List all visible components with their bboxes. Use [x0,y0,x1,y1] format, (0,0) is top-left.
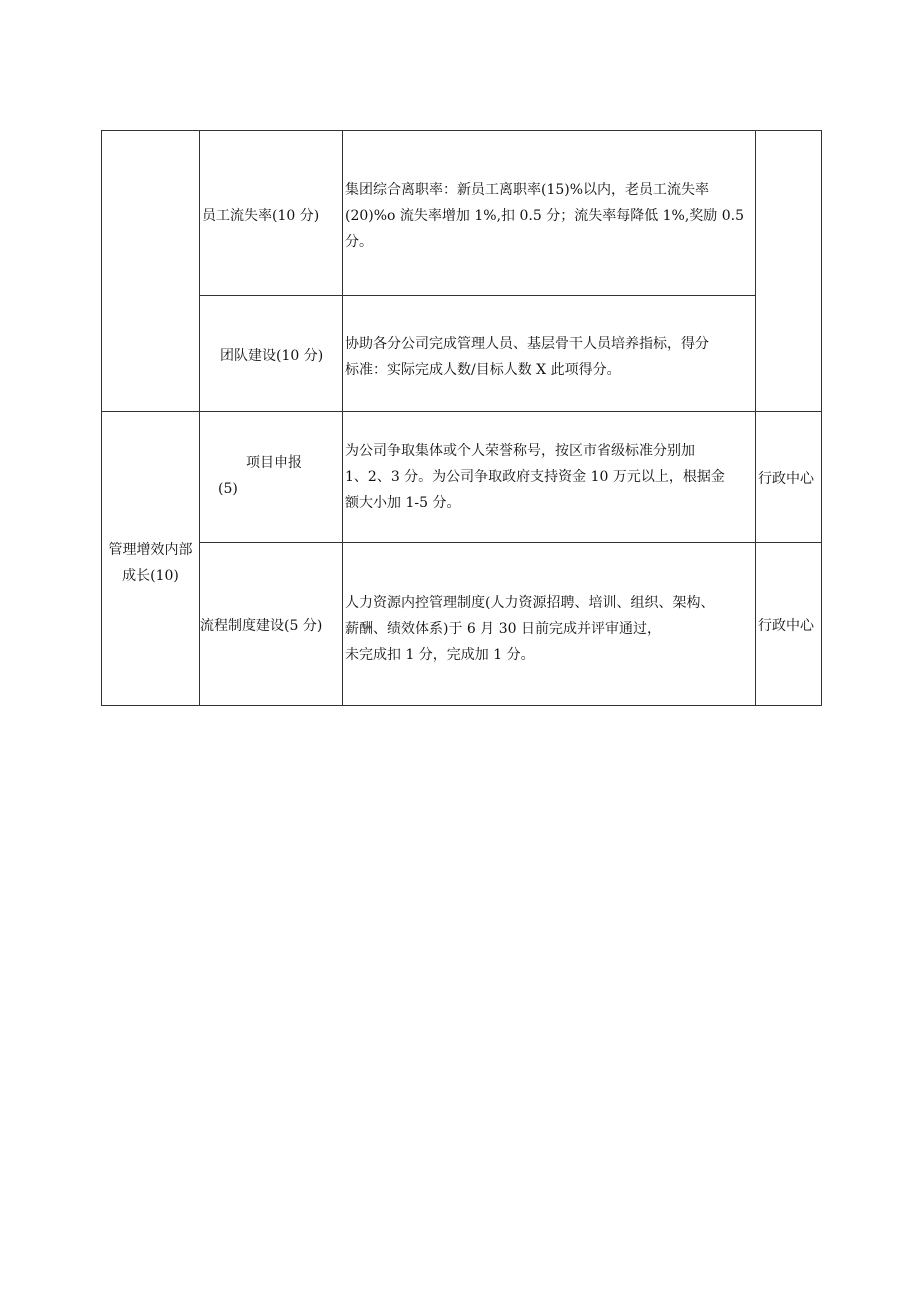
item-label: 团队建设(10 分) [220,348,324,364]
category-label: 管理增效内部 [108,542,193,558]
item-label: 项目申报 [246,455,302,471]
description-line: 集团综合离职率：新员工离职率(15)%以内，老员工流失率 [345,182,710,198]
kpi-table [101,130,822,706]
description-line: (20)%o 流失率增加 1%,扣 0.5 分；流失率每降低 1%,奖励 0.5 [345,208,745,224]
owner-cell [758,466,822,492]
owner-label: 行政中心 [758,471,814,487]
description-line: 额大小加 1-5 分。 [345,495,461,511]
table-row-item [220,343,340,369]
description-line: 1、2、3 分。为公司争取政府支持资金 10 万元以上，根据金 [345,469,725,485]
description-line: 分。 [345,234,373,250]
table-row-item [202,203,340,229]
table-row-description [345,438,753,516]
item-label: 流程制度建设(5 分) [200,618,323,634]
category-cell [102,537,199,589]
owner-label: 行政中心 [758,618,814,634]
table-row-description [345,177,753,255]
table-divider [755,131,756,705]
table-row-item [202,450,340,502]
table-divider [342,131,343,705]
category-label: 成长(10) [122,568,179,584]
item-label: (5) [218,481,238,497]
description-line: 协助各分公司完成管理人员、基层骨干人员培养指标，得分 [345,336,709,352]
item-label: 员工流失率(10 分) [202,208,320,224]
table-row-description [345,590,753,668]
table-divider [199,542,821,543]
owner-cell [758,613,822,639]
table-row-item [200,613,342,639]
description-line: 未完成扣 1 分，完成加 1 分。 [345,647,535,663]
table-row-description [345,331,753,383]
description-line: 人力资源内控管理制度(人力资源招聘、培训、组织、架构、 [345,595,715,611]
table-divider [102,411,821,412]
description-line: 薪酬、绩效体系)于 6 月 30 日前完成并评审通过， [345,621,661,637]
description-line: 为公司争取集体或个人荣誉称号，按区市省级标准分别加 [345,443,695,459]
description-line: 标准：实际完成人数/目标人数 X 此项得分。 [345,362,621,378]
table-divider [199,295,755,296]
